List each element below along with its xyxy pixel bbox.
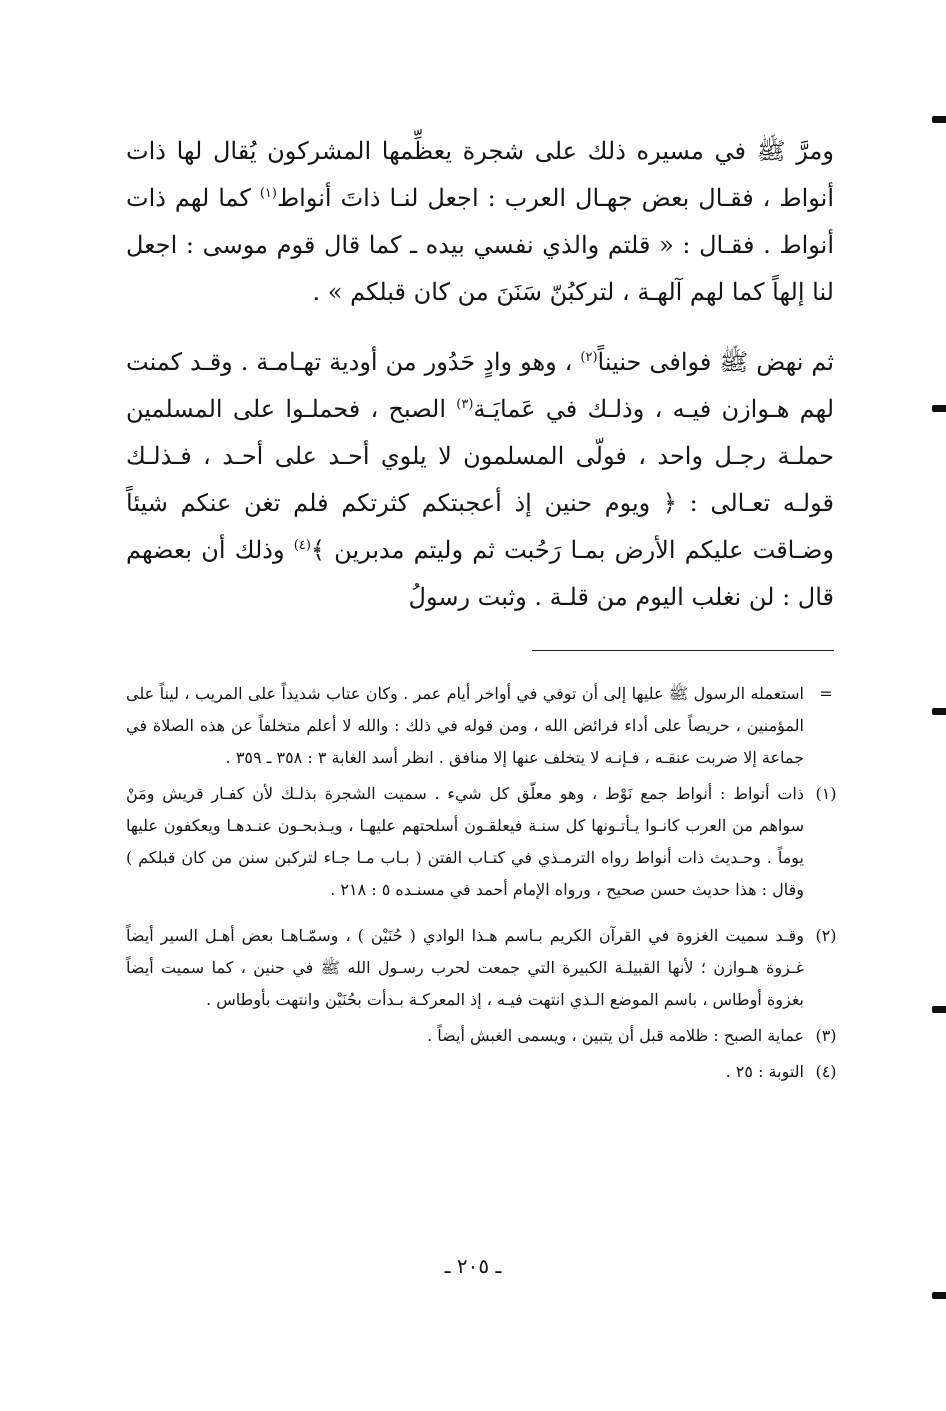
footnote-separator [532, 650, 834, 651]
scan-edge-mark [932, 1292, 946, 1299]
footnote-ref-4: (٤) [293, 538, 311, 553]
text-run: كما لهم ذات أنواط . فقـال : « قلتم والذي نفسي بيده ـ كما قال قوم موسى : اجعل لنا إلهاً كما لهم آلهـة ، لتركبُنّ سَنَنَ من كان قبلكم » . [126, 184, 834, 306]
footnote-1 [126, 778, 848, 906]
text-run: وذلك أن بعضهم قال : لن نغلب اليوم من قلـة . وثبت رسولُ [126, 536, 834, 611]
footnote-ref-3: (٣) [456, 397, 474, 412]
footnote-text: ذات أنواط : أنواط جمع نَوْط ، وهو معلّق كل شيء . سميت الشجرة بذلـك لأن كفـار قريش ومَنْ سواهم من العرب كانـوا يـأتـونها كل سنـة فيعلقـون أسلحتهم عليهـا ، ويـذبحـون عنـدهـا ويعكفون عليها يوماً . وحـديث ذات أنواط رواه الترمـذي في كتـاب الفتن ( بـاب مـا جـاء لتركبن سنن من كان قبلكم ) وقال : هذا حديث حسن صحيح ، ورواه الإمام أحمد في مسنـده ٥ : ٢١٨ . [126, 784, 804, 899]
scan-edge-mark [932, 708, 946, 715]
scan-edge-mark [932, 116, 946, 123]
footnote-text: التوبة : ٢٥ . [725, 1062, 804, 1081]
scan-edge-mark [932, 405, 946, 412]
footnote-number: (١) [815, 784, 837, 803]
footnote-ref-2: (٢) [580, 350, 598, 365]
text-run: الصبح ، فحملـوا على المسلمين حملـة رجـل واحد ، فولّى المسلمون لا يلوي أحـد على أحـد ، فـذلـك قولـه تعـالى : ﴿ ويوم حنين إذ أعجبتكم كثرتكم فلم تغن عنكم شيئاً وضـاقت عليكم الأرض بمـا رَحُبت ثم وليتم مدبرين ﴾ [126, 395, 834, 564]
paragraph [126, 128, 834, 316]
footnote-2 [126, 920, 848, 1016]
footnote-number: (٢) [815, 926, 837, 945]
footnote-marker: = [819, 684, 833, 703]
footnotes [126, 678, 848, 1088]
main-text [126, 128, 834, 621]
footnote-number: (٤) [815, 1062, 837, 1081]
footnote-number: (٣) [815, 1026, 837, 1045]
footnote-4 [126, 1056, 848, 1088]
footnote-continued [126, 678, 848, 774]
text-run: ثم نهض ﷺ فوافى حنيناً [597, 348, 835, 376]
footnote-text: عماية الصبح : ظلامه قبل أن يتبين ، ويسمى الغبش أيضاً . [427, 1026, 804, 1045]
scan-edge-mark [932, 1006, 946, 1013]
footnote-text: وقـد سميت الغزوة في القرآن الكريم بـاسم هـذا الوادي ( حُنَيْن ) ، وسمّـاهـا بعض أهـل السير أيضاً غـزوة هـوازن ؛ لأنها القبيلـة الكبيرة التي جمعت لحرب رسـول الله ﷺ في حنين ، كما سميت أيضاً بغزوة أوطاس ، باسم الموضع الـذي انتهت فيـه ، إذ المعركـة بـدأت بحُنَيْن وانتهت بأوطاس . [126, 926, 804, 1009]
page-number: ـ ٢٠٥ ـ [444, 1254, 502, 1278]
paragraph [126, 339, 834, 621]
footnote-text: استعمله الرسول ﷺ عليها إلى أن توفي في أواخر أيام عمر . وكان عتاب شديداً على المريب ، ليناً على المؤمنين ، حريصاً على أداء فرائض الله ، ومن قوله في ذلك : والله لا أعلم متخلفاً عن هذه الصلاة في جماعة إلا ضربت عنقـه ، فـإنـه لا يتخلف عنها إلا منافق . انظر أسد الغابة ٣ : ٣٥٨ ـ ٣٥٩ . [126, 684, 804, 767]
text-run: ، وهو وادٍ حَدُور من أودية تهـامـة . وقـد كمنت لهم هـوازن فيـه ، وذلـك في عَمايَـة [126, 348, 835, 423]
text-run: ومرَّ ﷺ في مسيره ذلك على شجرة يعظِّمها المشركون يُقال لها ذات أنواط ، فقـال بعض جهـال العرب : اجعل لنـا ذاتَ أنواط [126, 137, 835, 212]
footnote-3 [126, 1020, 848, 1052]
footnote-ref-1: (١) [259, 186, 277, 201]
